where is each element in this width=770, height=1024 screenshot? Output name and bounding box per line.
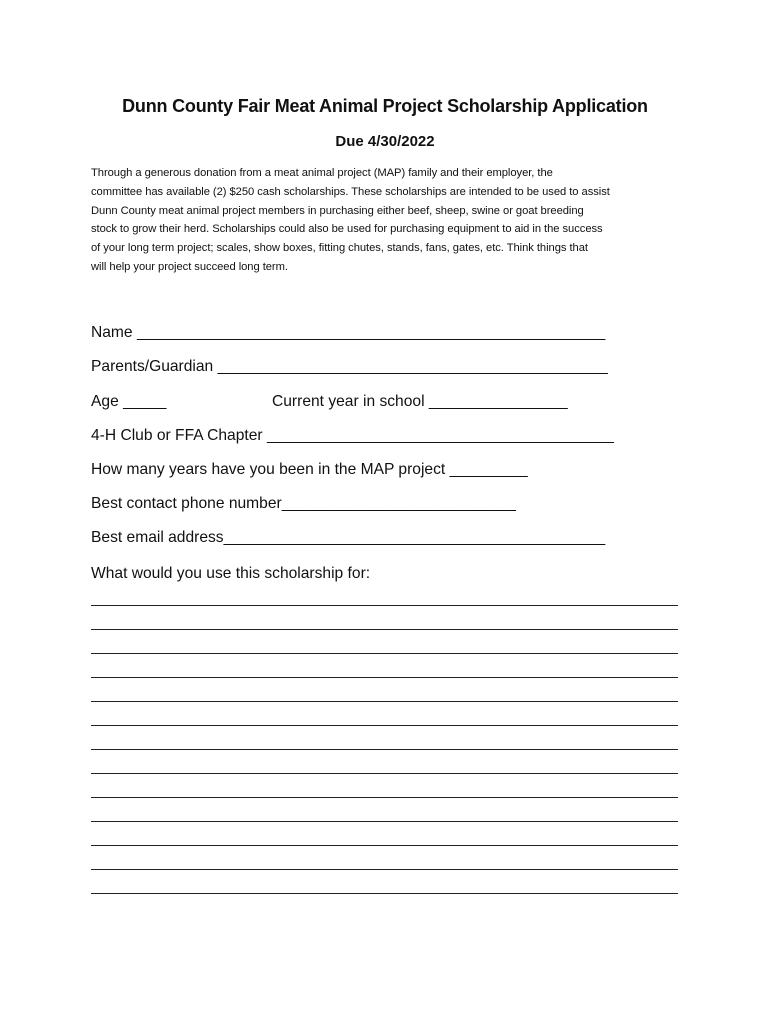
answer-line[interactable] bbox=[91, 821, 678, 822]
answer-line[interactable] bbox=[91, 629, 678, 630]
intro-line: will help your project succeed long term. bbox=[91, 260, 288, 273]
years-label: How many years have you been in the MAP project bbox=[91, 461, 446, 478]
phone-field[interactable]: ___________________________ bbox=[281, 495, 516, 512]
answer-line[interactable] bbox=[91, 869, 678, 870]
intro-line: Through a generous donation from a meat animal project (MAP) family and their employer, the bbox=[91, 167, 553, 179]
due-date: Due 4/30/2022 bbox=[335, 133, 435, 150]
years-field-row bbox=[91, 459, 528, 481]
phone-field-row bbox=[91, 493, 516, 515]
age-field-row bbox=[91, 391, 166, 413]
school-year-label: Current year in school bbox=[272, 393, 425, 410]
name-label: Name bbox=[91, 324, 133, 341]
intro-paragraph bbox=[91, 164, 681, 277]
document-title: Dunn County Fair Meat Animal Project Scholarship Application bbox=[122, 96, 648, 116]
answer-line[interactable] bbox=[91, 677, 678, 678]
club-field-row bbox=[91, 425, 614, 447]
answer-line[interactable] bbox=[91, 605, 678, 606]
parents-label: Parents/Guardian bbox=[91, 358, 214, 375]
answer-line[interactable] bbox=[91, 749, 678, 750]
parents-field-row bbox=[91, 356, 608, 378]
age-field[interactable]: _____ bbox=[118, 393, 167, 410]
school-year-field-row bbox=[272, 391, 568, 413]
intro-line: committee has available (2) $250 cash scholarships. These scholarships are intended to be used to assist bbox=[91, 185, 610, 198]
phone-label: Best contact phone number bbox=[91, 495, 282, 512]
club-field[interactable]: ________________________________________ bbox=[262, 427, 614, 444]
intro-line: stock to grow their herd. Scholarships could also be used for purchasing equipment to aid in the success bbox=[91, 223, 603, 236]
email-field-row bbox=[91, 527, 605, 549]
email-label: Best email address bbox=[91, 529, 224, 546]
name-field-row bbox=[91, 322, 605, 344]
answer-line[interactable] bbox=[91, 653, 678, 654]
answer-line[interactable] bbox=[91, 725, 678, 726]
parents-field[interactable]: _____________________________________________ bbox=[213, 358, 608, 375]
answer-line[interactable] bbox=[91, 701, 678, 702]
club-label: 4-H Club or FFA Chapter bbox=[91, 427, 263, 444]
intro-line: of your long term project; scales, show boxes, fitting chutes, stands, fans, gates, etc. Think things that bbox=[91, 242, 588, 255]
answer-line[interactable] bbox=[91, 893, 678, 894]
intro-line: Dunn County meat animal project members in purchasing either beef, sheep, swine or goat breeding bbox=[91, 204, 584, 217]
years-field[interactable]: _________ bbox=[445, 461, 528, 478]
school-year-field[interactable]: ________________ bbox=[424, 393, 568, 410]
answer-line[interactable] bbox=[91, 845, 678, 846]
answer-line[interactable] bbox=[91, 797, 678, 798]
name-field[interactable]: ______________________________________________________ bbox=[132, 324, 606, 341]
age-label: Age bbox=[91, 393, 119, 410]
answer-line[interactable] bbox=[91, 773, 678, 774]
email-field[interactable]: ____________________________________________ bbox=[223, 529, 606, 546]
scholarship-use-question: What would you use this scholarship for: bbox=[91, 565, 371, 582]
